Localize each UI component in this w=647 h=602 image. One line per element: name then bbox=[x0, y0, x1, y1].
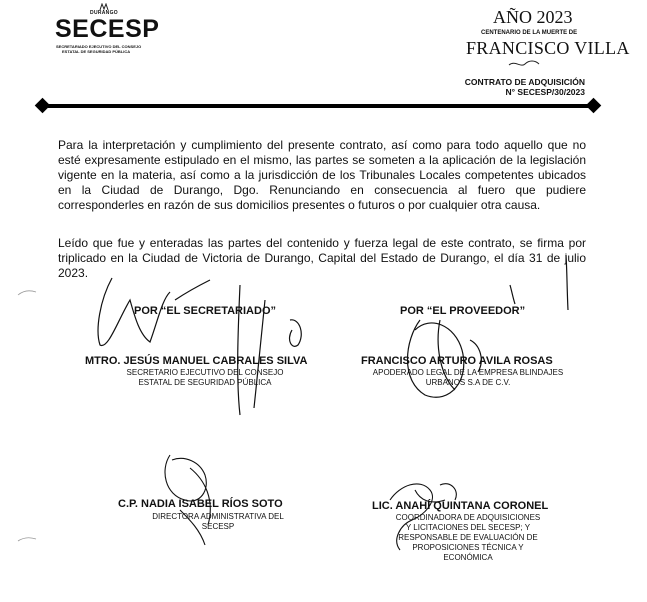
title-line: COORDINADORA DE ADQUISICIONES bbox=[395, 513, 541, 522]
title-line: Y LICITACIONES DEL SECESP; Y bbox=[405, 523, 531, 532]
contract-type: CONTRATO DE ADQUISICIÓN bbox=[464, 77, 585, 87]
signer-title-coordinator bbox=[378, 513, 558, 563]
role-provider: POR “EL PROVEEDOR” bbox=[400, 305, 526, 317]
title-line: URBANOS S.A DE C.V. bbox=[425, 378, 511, 387]
signer-name-coordinator: LIC. ANAHÍ QUINTANA CORONEL bbox=[372, 500, 549, 512]
year-subtitle: CENTENARIO DE LA MUERTE DE bbox=[481, 30, 578, 36]
secesp-logo: SECESP bbox=[55, 15, 160, 43]
signer-title-director bbox=[128, 512, 308, 532]
title-line: PROPOSICIONES TÉCNICA Y bbox=[412, 543, 524, 552]
jurisdiction-paragraph: Para la interpretación y cumplimiento del presente contrato, así como para todo aquello que no esté expresamente estipulado en el mismo, las partes se someten a la aplicación de la legislación vigente en la materia, así como a la jurisdicción de los Tribunales Locales competentes ubicados en la Ciudad de Durango, Dgo. Renunciando en consecuencia al fuero que pudiere corresponderles en razón de sus domicilios presentes o futuros o por cualquier otra causa. bbox=[58, 138, 586, 212]
title-line: SECESP bbox=[201, 522, 235, 531]
signing-paragraph: Leído que fue y enteradas las partes del contenido y fuerza legal de este contrato, se firma por triplicado en la Ciudad de Victoria de Durango, Capital del Estado de Durango, el día 31 de julio 2023. bbox=[58, 236, 586, 280]
year-name: FRANCISCO VILLA bbox=[466, 38, 630, 58]
durango-label: DURANGO bbox=[90, 10, 118, 16]
signer-name-provider: FRANCISCO ARTURO AVILA ROSAS bbox=[361, 355, 553, 367]
title-line: DIRECTORA ADMINISTRATIVA DEL bbox=[152, 512, 284, 521]
title-line: ESTATAL DE SEGURIDAD PÚBLICA bbox=[138, 378, 272, 387]
year-title: AÑO 2023 bbox=[493, 7, 573, 27]
role-secretariat: POR “EL SECRETARIADO” bbox=[134, 305, 276, 317]
signer-name-secretary: MTRO. JESÚS MANUEL CABRALES SILVA bbox=[85, 355, 308, 367]
contract-number: N° SECESP/30/2023 bbox=[505, 87, 585, 97]
margin-mark-top bbox=[18, 291, 36, 295]
title-line: ECONÓMICA bbox=[443, 553, 493, 562]
title-line: RESPONSABLE DE EVALUACIÓN DE bbox=[398, 533, 538, 542]
secesp-subtitle-line1: SECRETARIADO EJECUTIVO DEL CONSEJO bbox=[56, 44, 142, 49]
signer-title-secretary bbox=[110, 368, 300, 388]
title-line: SECRETARIO EJECUTIVO DEL CONSEJO bbox=[126, 368, 284, 377]
margin-mark-bottom bbox=[18, 538, 36, 541]
title-line: APODERADO LEGAL DE LA EMPRESA BLINDAJES bbox=[372, 368, 564, 377]
signer-title-provider bbox=[348, 368, 588, 388]
signer-name-director: C.P. NADIA ISABEL RÍOS SOTO bbox=[118, 498, 283, 510]
secesp-subtitle-line2: ESTATAL DE SEGURIDAD PÚBLICA bbox=[62, 49, 131, 54]
signature-top-left bbox=[98, 278, 301, 415]
